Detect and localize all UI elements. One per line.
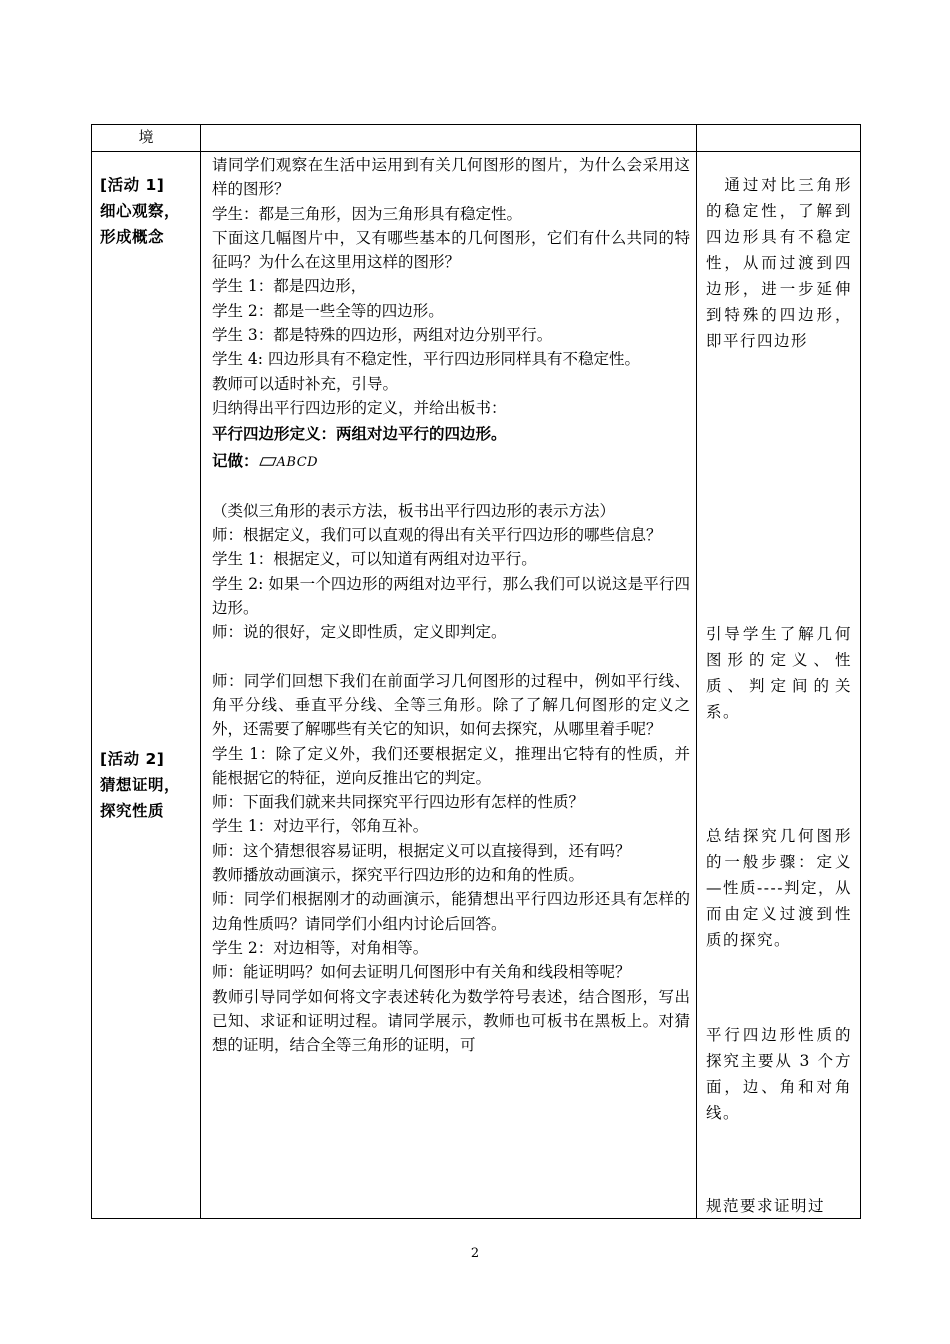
content-paragraph: （类似三角形的表示方法，板书出平行四边形的表示方法） [212,501,616,520]
content-paragraph: 师：同学们回想下我们在前面学习几何图形的过程中，例如平行线、角平分线、垂直平分线、全等三角形。除了了解几何图形的定义之外，还需要了解哪些有关它的知识，如何去探究，从哪里着手呢？ [212,671,690,739]
activity-column [92,152,201,1219]
lesson-table [91,124,861,1219]
content-paragraph: 师：下面我们就来共同探究平行四边形有怎样的性质？ [212,793,585,812]
teaching-note-3: 总结探究几何图形的一般步骤：定义—性质----判定，从而由定义过渡到性质的探究。 [706,827,852,949]
header-cell-left: 境 [92,125,201,152]
teaching-note-1: 通过对比三角形的稳定性，了解到四边形具有不稳定性，从而过渡到四边形，进一步延伸到特殊的四边形，即平行四边形 [706,176,852,350]
lesson-content [212,153,690,1057]
activity-1-line1: [活动 1] [100,176,165,194]
content-paragraph: 学生 2：对边相等，对角相等。 [212,938,429,957]
notes-column [697,152,861,1219]
header-cell-right [697,125,861,152]
activity-2-line1: [活动 2] [100,750,165,768]
teaching-note-2: 引导学生了解几何图形的定义、性质、判定间的关系。 [706,625,852,721]
teaching-note-5: 规范要求证明过 [706,1197,826,1215]
content-paragraph: 师：说的很好，定义即性质，定义即判定。 [212,623,507,642]
content-paragraph: 师：能证明吗？如何去证明几何图形中有关角和线段相等呢？ [212,963,631,982]
activity-2-line3: 探究性质 [100,802,165,820]
content-paragraph: 请同学们观察在生活中运用到有关几何图形的图片，为什么会采用这样的图形？ [212,156,690,199]
header-cell-middle [201,125,697,152]
content-paragraph: 归纳得出平行四边形的定义，并给出板书： [212,398,507,417]
content-paragraph: 学生 4: 四边形具有不稳定性，平行四边形同样具有不稳定性。 [212,350,640,369]
content-paragraph: 教师播放动画演示，探究平行四边形的边和角的性质。 [212,866,585,885]
notation-line [212,449,690,475]
activity-1-label [100,172,180,250]
notation-label: 记做： [212,451,259,470]
header-row [92,125,861,152]
teaching-note-4: 平行四边形性质的探究主要从 3 个方面，边、角和对角线。 [706,1026,852,1122]
content-column [201,152,697,1219]
activity-1-line2: 细心观察， [100,202,181,220]
content-paragraph: 学生 1：对边平行，邻角互补。 [212,817,429,836]
content-paragraph: 学生 2: 如果一个四边形的两组对边平行，那么我们可以说这是平行四边形。 [212,574,690,618]
content-paragraph: 教师引导同学如何将文字表述转化为数学符号表述，结合图形，写出已知、求证和证明过程。请同学展示，教师也可板书在黑板上。对猜想的证明，结合全等三角形的证明，可 [212,987,690,1055]
content-paragraph: 学生 1：都是四边形， [212,277,367,296]
definition-line: 平行四边形定义：两组对边平行的四边形。 [212,425,507,444]
activity-2-label [100,746,180,824]
activity-2-line2: 猜想证明， [100,776,181,794]
content-paragraph: 学生：都是三角形，因为三角形具有稳定性。 [212,204,523,223]
content-paragraph: 下面这几幅图片中，又有哪些基本的几何图形，它们有什么共同的特征吗？为什么在这里用这样的图形？ [212,228,690,272]
content-paragraph: 师：根据定义，我们可以直观的得出有关平行四边形的哪些信息？ [212,526,662,545]
content-paragraph: 学生 1：根据定义，可以知道有两组对边平行。 [212,550,537,569]
content-paragraph: 教师可以适时补充，引导。 [212,374,399,393]
parallelogram-icon [259,457,277,466]
content-paragraph: 师：同学们根据刚才的动画演示，能猜想出平行四边形还具有怎样的边角性质吗？请同学们小组内讨论后回答。 [212,890,690,933]
activity-1-line3: 形成概念 [100,228,165,246]
notation-text: ABCD [276,454,319,470]
content-paragraph: 师：这个猜想很容易证明，根据定义可以直接得到，还有吗？ [212,841,631,860]
content-row [92,152,861,1219]
content-paragraph: 学生 2：都是一些全等的四边形。 [212,301,444,320]
content-paragraph: 学生 3：都是特殊的四边形，两组对边分别平行。 [212,326,553,345]
content-paragraph: 学生 1：除了定义外，我们还要根据定义，推理出它特有的性质，并能根据它的特征，逆向反推出它的判定。 [212,744,690,787]
page-number: 2 [470,1246,480,1261]
